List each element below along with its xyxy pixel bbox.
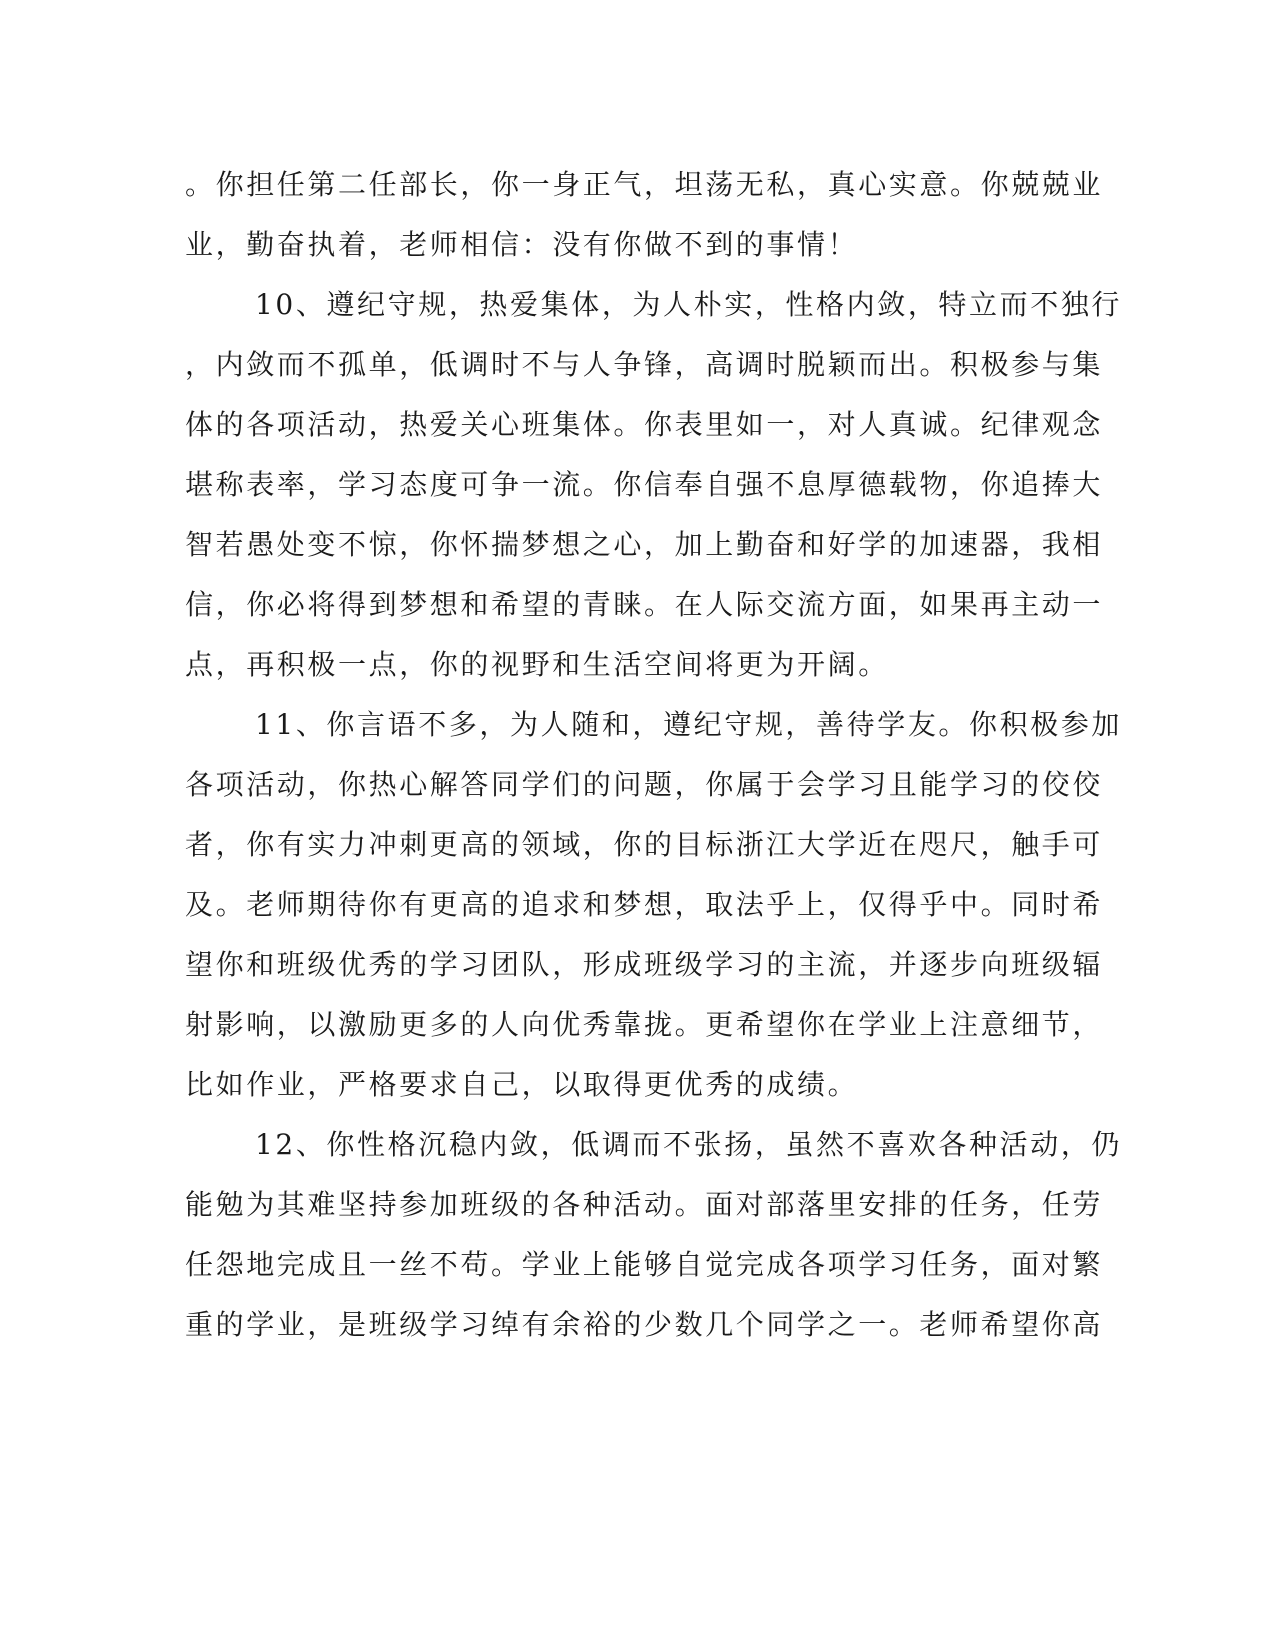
text-line: 任怨地完成且一丝不苟。学业上能够自觉完成各项学习任务，面对繁 bbox=[185, 1248, 1104, 1281]
text-line: 业，勤奋执着，老师相信：没有你做不到的事情！ bbox=[185, 228, 859, 261]
text-line: 体的各项活动，热爱关心班集体。你表里如一，对人真诚。纪律观念 bbox=[185, 408, 1104, 441]
text-line: 。你担任第二任部长，你一身正气，坦荡无私，真心实意。你兢兢业 bbox=[185, 168, 1104, 201]
text-line: 点，再积极一点，你的视野和生活空间将更为开阔。 bbox=[185, 648, 889, 681]
paragraph-item-11 bbox=[185, 695, 1123, 1115]
text-line: 重的学业，是班级学习绰有余裕的少数几个同学之一。老师希望你高 bbox=[185, 1308, 1104, 1341]
text-line: 智若愚处变不惊，你怀揣梦想之心，加上勤奋和好学的加速器，我相 bbox=[185, 528, 1104, 561]
text-line: 堪称表率，学习态度可争一流。你信奉自强不息厚德载物，你追捧大 bbox=[185, 468, 1104, 501]
text-line: 能勉为其难坚持参加班级的各种活动。面对部落里安排的任务，任劳 bbox=[185, 1188, 1104, 1221]
text-line: 望你和班级优秀的学习团队，形成班级学习的主流，并逐步向班级辐 bbox=[185, 948, 1104, 981]
text-line: 及。老师期待你有更高的追求和梦想，取法乎上，仅得乎中。同时希 bbox=[185, 888, 1104, 921]
document-body bbox=[185, 155, 1123, 1355]
text-line: 各项活动，你热心解答同学们的问题，你属于会学习且能学习的佼佼 bbox=[185, 768, 1104, 801]
paragraph-item-10 bbox=[185, 275, 1123, 695]
text-line: 信，你必将得到梦想和希望的青睐。在人际交流方面，如果再主动一 bbox=[185, 588, 1104, 621]
text-line: 11、你言语不多，为人随和，遵纪守规，善待学友。你积极参加 bbox=[255, 708, 1123, 741]
text-line: 10、遵纪守规，热爱集体，为人朴实，性格内敛，特立而不独行 bbox=[255, 288, 1123, 321]
paragraph-continuation bbox=[185, 155, 1104, 275]
text-line: 者，你有实力冲刺更高的领域，你的目标浙江大学近在咫尺，触手可 bbox=[185, 828, 1104, 861]
text-line: 比如作业，严格要求自己，以取得更优秀的成绩。 bbox=[185, 1068, 859, 1101]
text-line: ，内敛而不孤单，低调时不与人争锋，高调时脱颖而出。积极参与集 bbox=[185, 348, 1104, 381]
text-line: 射影响，以激励更多的人向优秀靠拢。更希望你在学业上注意细节， bbox=[185, 1008, 1104, 1041]
text-line: 12、你性格沉稳内敛，低调而不张扬，虽然不喜欢各种活动，仍 bbox=[255, 1128, 1123, 1161]
paragraph-item-12 bbox=[185, 1115, 1123, 1355]
